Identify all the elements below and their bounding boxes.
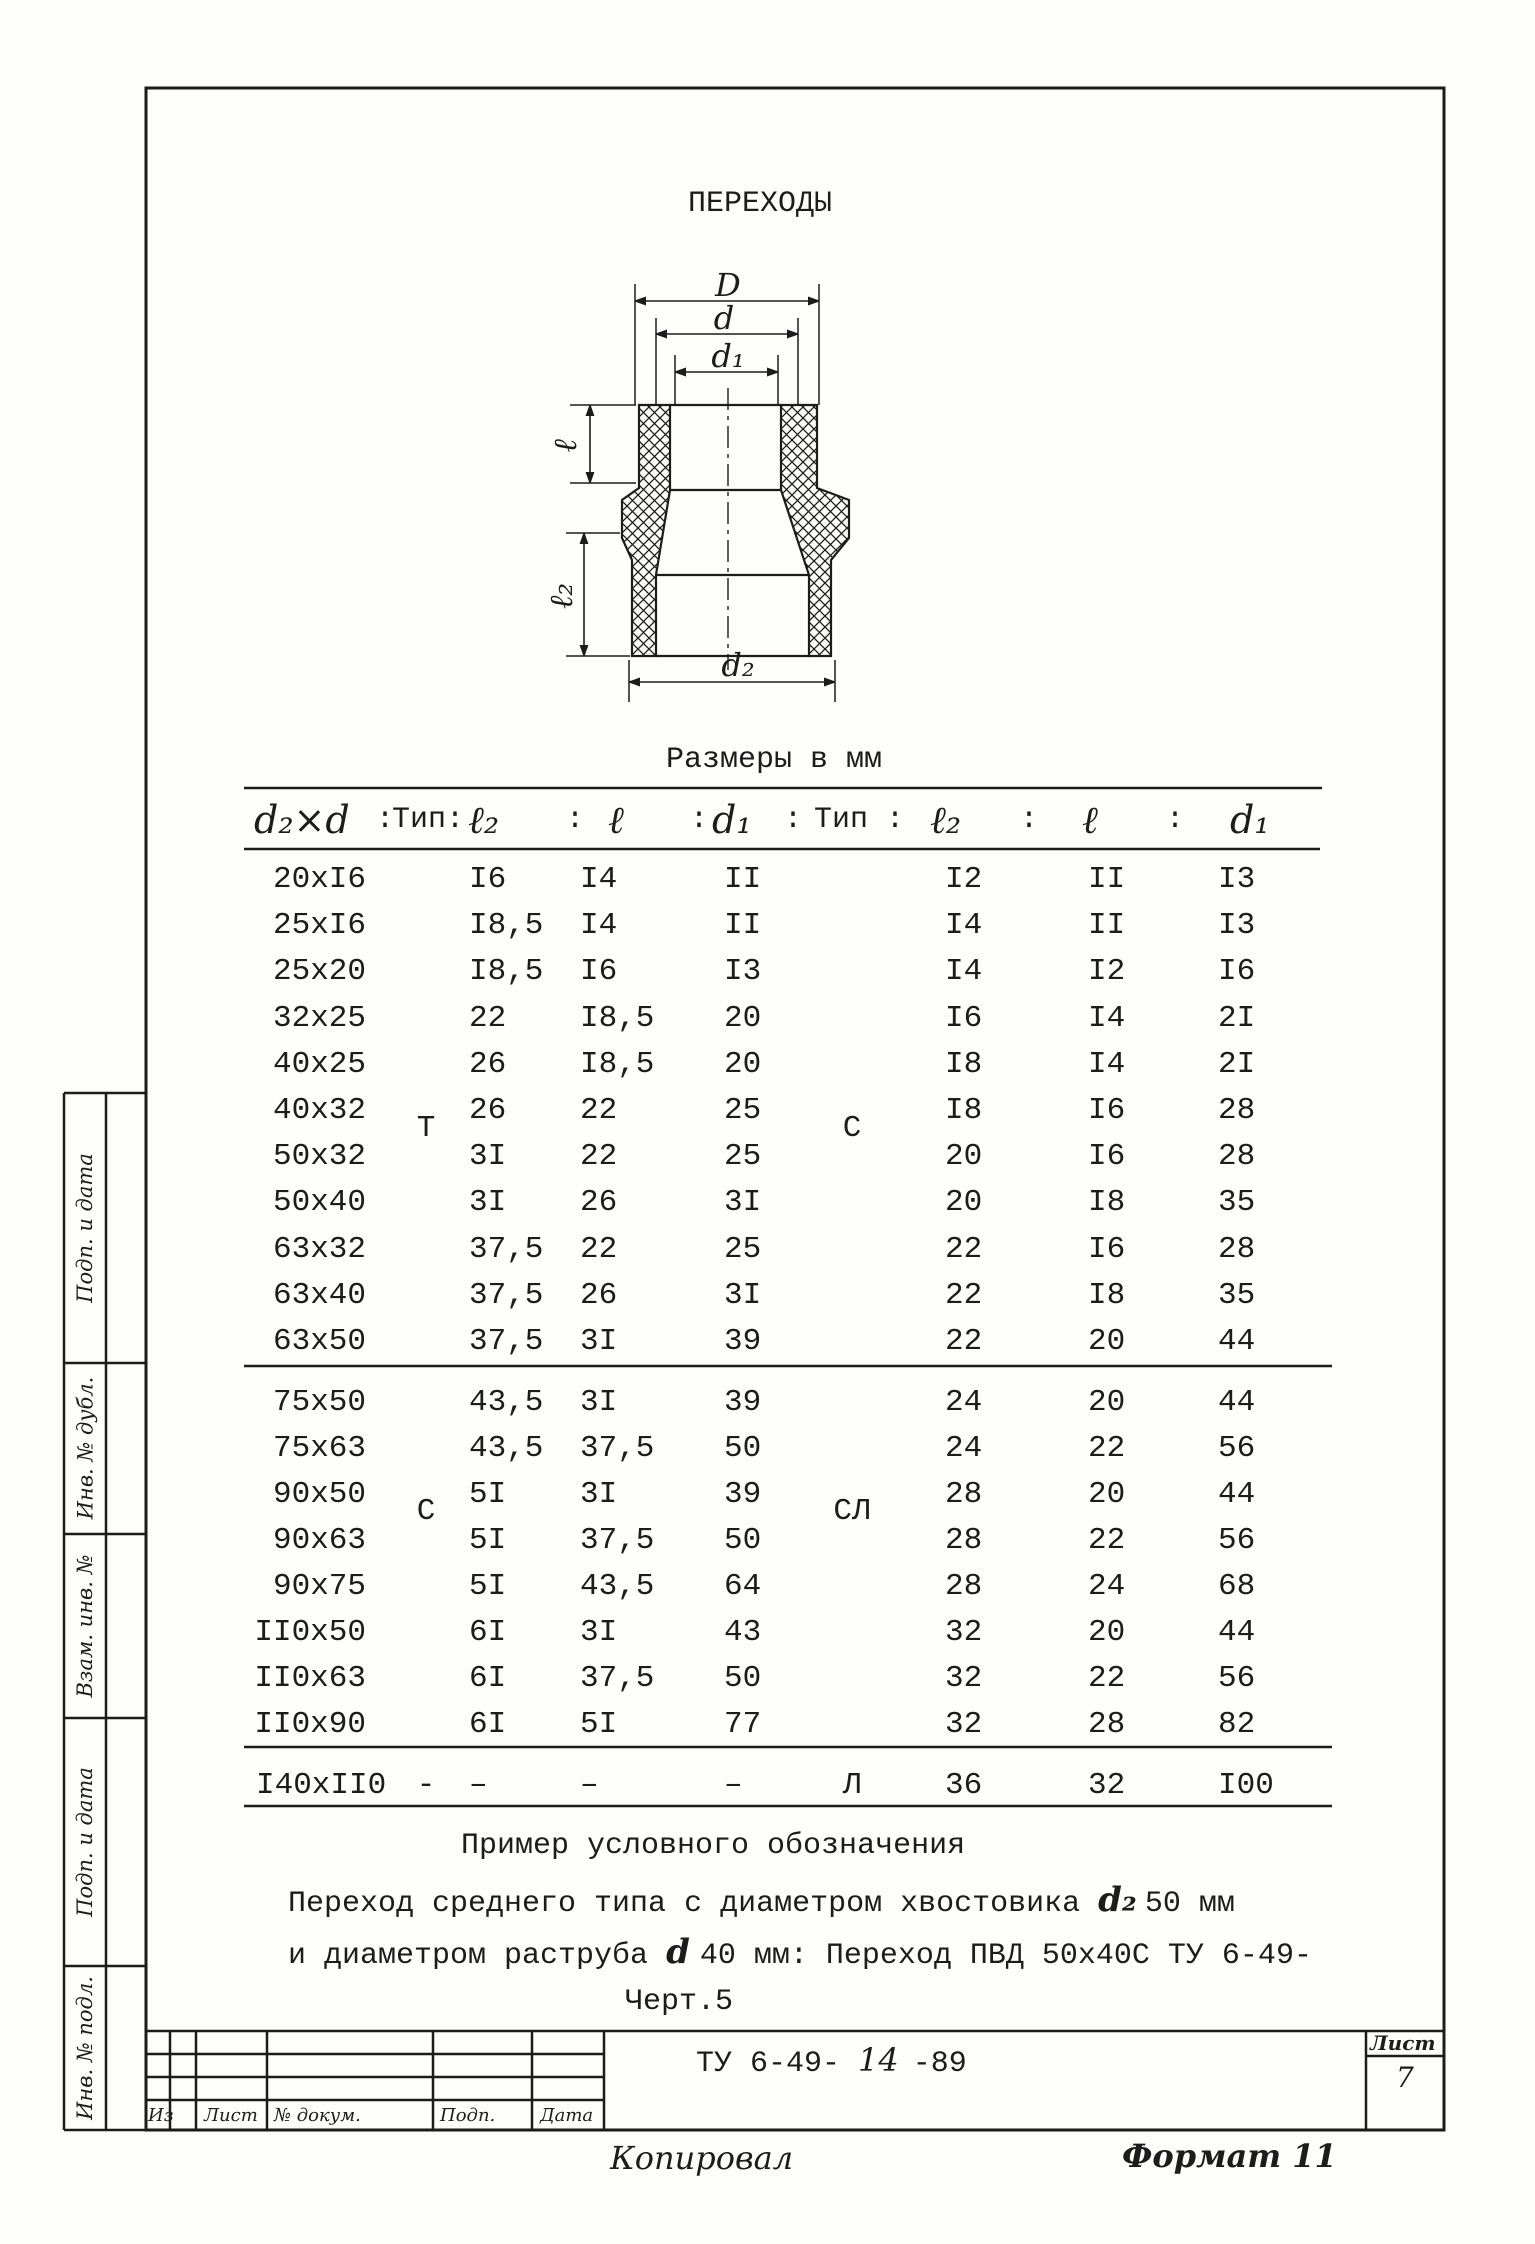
cell-l-a: – <box>580 1768 599 1803</box>
cell-size: 90x63 <box>272 1523 366 1558</box>
cell-size: 63x32 <box>272 1231 366 1267</box>
title-block-col-sheet: Лист <box>204 2105 258 2126</box>
cell-l2-b: 32 <box>945 1615 983 1650</box>
cell-l2-b: 32 <box>945 1707 983 1742</box>
cell-size: 50x40 <box>272 1185 366 1221</box>
cell-l-b: II <box>1088 908 1126 944</box>
cell-l-b: 28 <box>1088 1707 1126 1742</box>
cell-l2-a: 26 <box>469 1046 507 1082</box>
cell-l-a: 26 <box>580 1277 618 1313</box>
example-line-2 <box>288 1934 1312 1974</box>
cell-size: 63x50 <box>272 1324 366 1359</box>
cell-size: 32x25 <box>272 1000 366 1036</box>
table-row <box>240 860 1330 900</box>
dim-label-d2: d₂ <box>721 646 755 684</box>
header-separator: : <box>690 803 709 837</box>
cell-size: II0x90 <box>254 1707 366 1742</box>
cell-l2-b: I8 <box>945 1046 983 1082</box>
title-block-col-change: Из <box>148 2105 174 2126</box>
cell-d1-a: 50 <box>724 1431 762 1466</box>
cell-l-b: 22 <box>1088 1523 1126 1558</box>
cell-size: 75x50 <box>272 1385 366 1420</box>
cell-l2-b: 22 <box>945 1324 983 1359</box>
cell-d1-b: I3 <box>1218 862 1256 897</box>
cell-d1-a: 50 <box>724 1661 762 1696</box>
title-block-col-doc: № докум. <box>274 2105 361 2126</box>
cell-d1-b: 28 <box>1218 1231 1256 1267</box>
table-row <box>240 999 1330 1039</box>
dim-label-D: D <box>715 266 741 304</box>
cell-d1-a: 3I <box>724 1185 762 1221</box>
cell-l-a: I6 <box>580 954 618 990</box>
example-line-2-text: и диаметром раструба <box>288 1939 649 1973</box>
cell-l-a: 22 <box>580 1093 618 1128</box>
cell-d1-b: 82 <box>1218 1707 1256 1742</box>
cell-d1-b: 35 <box>1218 1277 1256 1313</box>
cell-l2-a: 43,5 <box>469 1385 544 1420</box>
table-row <box>240 1429 1330 1469</box>
cell-l-a: I4 <box>580 862 618 897</box>
units-note: Размеры в мм <box>665 743 883 777</box>
cell-l2-b: 28 <box>945 1477 983 1512</box>
cell-l-a: I4 <box>580 908 618 944</box>
cell-d1-b: 56 <box>1218 1661 1256 1696</box>
example-symbol-d: d <box>666 1932 690 1972</box>
cell-d1-a: 20 <box>724 1000 762 1036</box>
cell-l2-a: 37,5 <box>469 1277 544 1313</box>
group-type-b: СЛ <box>833 1494 871 1529</box>
cell-d1-a: 25 <box>724 1093 762 1128</box>
cell-l2-b: I8 <box>945 1093 983 1128</box>
cell-l2-b: 24 <box>945 1431 983 1466</box>
cell-d1-a: 77 <box>724 1707 762 1742</box>
cell-l2-a: 5I <box>469 1477 507 1512</box>
example-line-2-tail: 40 мм: Переход ПВД 50х40С ТУ 6-49- <box>699 1939 1312 1973</box>
cell-d1-b: 44 <box>1218 1324 1256 1359</box>
document-code-suffix: -89 <box>912 2047 967 2081</box>
document-code-prefix: ТУ 6-49- <box>696 2047 841 2081</box>
strip-label-original-inventory: Инв. № подл. <box>73 1976 97 2120</box>
cell-d1-a: 25 <box>724 1139 762 1175</box>
cell-d1-a: I3 <box>724 954 762 990</box>
group-type-b: Л <box>842 1768 862 1803</box>
dim-label-l2: ℓ₂ <box>542 582 580 610</box>
cell-d1-a: 3I <box>724 1277 762 1313</box>
cell-l-a: 3I <box>580 1324 618 1359</box>
header-l2-b: ℓ₂ <box>930 798 962 842</box>
cell-d1-a: II <box>724 862 762 897</box>
cell-l2-b: 24 <box>945 1385 983 1420</box>
cell-l2-a: 37,5 <box>469 1324 544 1359</box>
table-row <box>240 1276 1330 1316</box>
cell-size: 90x75 <box>272 1569 366 1604</box>
cell-l2-a: I8,5 <box>469 908 544 944</box>
reducer-wall-right <box>781 405 849 656</box>
table-row <box>240 1045 1330 1085</box>
cell-l-b: 24 <box>1088 1569 1126 1604</box>
cell-d1-a: 64 <box>724 1569 762 1604</box>
copied-by: Копировал <box>610 2139 794 2177</box>
cell-l-a: 37,5 <box>580 1661 655 1696</box>
cell-l-b: I4 <box>1088 1000 1126 1036</box>
cell-l-b: 20 <box>1088 1477 1126 1512</box>
header-separator: : <box>376 803 395 837</box>
header-type-b: Тип <box>814 803 869 837</box>
example-line-1-text: Переход среднего типа с диаметром хвостовика <box>288 1887 1081 1921</box>
cell-size: 63x40 <box>272 1277 366 1313</box>
cell-l2-a: 5I <box>469 1523 507 1558</box>
cell-d1-a: 25 <box>724 1231 762 1267</box>
group-type-a: Т <box>416 1111 436 1146</box>
cell-l2-a: 43,5 <box>469 1431 544 1466</box>
cell-l2-a: 6I <box>469 1661 507 1696</box>
cell-d1-b: 35 <box>1218 1185 1256 1221</box>
cell-d1-a: 39 <box>724 1324 762 1359</box>
cell-l2-a: 6I <box>469 1707 507 1742</box>
cell-l-a: 3I <box>580 1615 618 1650</box>
cell-d1-b: 2I <box>1218 1000 1256 1036</box>
reducer-drawing <box>566 284 849 702</box>
cell-l-b: I2 <box>1088 954 1126 990</box>
title-block-col-sign: Подп. <box>440 2105 496 2126</box>
cell-l-a: 37,5 <box>580 1431 655 1466</box>
cell-l2-b: 36 <box>945 1768 983 1803</box>
cell-l-a: 3I <box>580 1385 618 1420</box>
cell-d1-b: I00 <box>1218 1768 1274 1803</box>
cell-l2-b: I4 <box>945 908 983 944</box>
document-code <box>696 2042 967 2082</box>
cell-l-b: 20 <box>1088 1385 1126 1420</box>
example-line-1-tail: 50 мм <box>1144 1887 1235 1921</box>
cell-l-a: 43,5 <box>580 1569 655 1604</box>
cell-d1-b: 2I <box>1218 1046 1256 1082</box>
cell-l2-b: 22 <box>945 1277 983 1313</box>
cell-d1-b: 56 <box>1218 1523 1256 1558</box>
cell-d1-b: 44 <box>1218 1385 1256 1420</box>
header-separator: : <box>1020 803 1039 837</box>
cell-l2-b: I4 <box>945 954 983 990</box>
cell-d1-b: 28 <box>1218 1139 1256 1175</box>
group-type-b: С <box>842 1111 862 1146</box>
cell-d1-a: 39 <box>724 1385 762 1420</box>
cell-l-b: I8 <box>1088 1277 1126 1313</box>
cell-l-a: 26 <box>580 1185 618 1221</box>
cell-l2-b: I6 <box>945 1000 983 1036</box>
drawing-number: Черт.5 <box>625 1985 734 2019</box>
cell-l2-b: 32 <box>945 1661 983 1696</box>
example-symbol-d2: d₂ <box>1098 1880 1137 1920</box>
example-heading: Пример условного обозначения <box>461 1829 966 1863</box>
cell-l-b: I4 <box>1088 1046 1126 1082</box>
example-line-1 <box>288 1882 1235 1922</box>
cell-l2-a: 6I <box>469 1615 507 1650</box>
cell-l2-a: 3I <box>469 1185 507 1221</box>
cell-size: 90x50 <box>272 1477 366 1512</box>
group-type-a: - <box>416 1768 436 1803</box>
title-block-col-date: Дата <box>540 2105 594 2126</box>
table-row <box>240 1383 1330 1423</box>
cell-size: II0x63 <box>254 1661 366 1696</box>
cell-l2-a: – <box>469 1768 488 1803</box>
cell-l-b: I8 <box>1088 1185 1126 1221</box>
header-l2-a: ℓ₂ <box>468 798 500 842</box>
cell-l-b: 32 <box>1088 1768 1126 1803</box>
cell-l2-a: 22 <box>469 1000 507 1036</box>
cell-l2-a: I8,5 <box>469 954 544 990</box>
table-row <box>240 906 1330 946</box>
cell-size: 20xI6 <box>272 862 366 897</box>
table-row <box>240 1659 1330 1699</box>
cell-d1-b: 44 <box>1218 1477 1256 1512</box>
table-row <box>240 1567 1330 1607</box>
cell-size: 40x25 <box>272 1046 366 1082</box>
cell-l-a: 22 <box>580 1139 618 1175</box>
document-code-number: 14 <box>858 2041 899 2079</box>
cell-l-b: 22 <box>1088 1431 1126 1466</box>
cell-d1-b: I6 <box>1218 954 1256 990</box>
cell-size: 75x63 <box>272 1431 366 1466</box>
cell-l-b: 22 <box>1088 1661 1126 1696</box>
table-row <box>240 1230 1330 1270</box>
group-type-a: С <box>416 1494 436 1529</box>
cell-l-a: 5I <box>580 1707 618 1742</box>
cell-size: 50x32 <box>272 1139 366 1175</box>
header-l-a: ℓ <box>608 798 624 842</box>
sheet-label: Лист <box>1370 2031 1436 2055</box>
cell-l-a: I8,5 <box>580 1000 655 1036</box>
table-row <box>240 1613 1330 1653</box>
cell-l2-b: 28 <box>945 1569 983 1604</box>
cell-l-b: I6 <box>1088 1139 1126 1175</box>
cell-d1-a: – <box>724 1768 743 1803</box>
cell-l2-b: 28 <box>945 1523 983 1558</box>
header-type-a: Тип <box>392 803 447 837</box>
dim-label-d1: d₁ <box>711 337 745 375</box>
cell-l2-b: 20 <box>945 1139 983 1175</box>
cell-l-a: I8,5 <box>580 1046 655 1082</box>
table-row <box>240 1322 1330 1362</box>
cell-d1-a: 43 <box>724 1615 762 1650</box>
dim-label-d: d <box>713 299 735 337</box>
cell-l-a: 3I <box>580 1477 618 1512</box>
table-row <box>240 1183 1330 1223</box>
header-separator: : <box>784 803 803 837</box>
header-separator: : <box>566 803 585 837</box>
cell-l-a: 37,5 <box>580 1523 655 1558</box>
strip-label-sign-date-top: Подп. и дата <box>73 1153 97 1303</box>
cell-d1-a: 20 <box>724 1046 762 1082</box>
cell-size: 25x20 <box>272 954 366 990</box>
cell-l2-a: 26 <box>469 1093 507 1128</box>
cell-l2-a: 5I <box>469 1569 507 1604</box>
cell-l-b: I6 <box>1088 1231 1126 1267</box>
cell-l2-b: 20 <box>945 1185 983 1221</box>
cell-d1-a: II <box>724 908 762 944</box>
header-d1-b: d₁ <box>1230 798 1270 842</box>
cell-size: 40x32 <box>272 1093 366 1128</box>
cell-d1-a: 39 <box>724 1477 762 1512</box>
header-separator: : <box>446 803 465 837</box>
sheet-title: ПЕРЕХОДЫ <box>687 187 833 221</box>
table-row <box>240 1705 1330 1745</box>
cell-l-b: I6 <box>1088 1093 1126 1128</box>
cell-d1-b: I3 <box>1218 908 1256 944</box>
cell-l2-a: I6 <box>469 862 507 897</box>
cell-size: II0x50 <box>254 1615 366 1650</box>
sheet-number: 7 <box>1396 2061 1414 2094</box>
strip-label-replaced-inventory: Взам. инв. № <box>73 1554 97 1698</box>
cell-l2-b: 22 <box>945 1231 983 1267</box>
cell-size: 25xI6 <box>272 908 366 944</box>
cell-l-b: 20 <box>1088 1615 1126 1650</box>
cell-l2-a: 3I <box>469 1139 507 1175</box>
table-row <box>240 952 1330 992</box>
strip-label-dup-inventory: Инв. № дубл. <box>73 1376 98 1520</box>
sheet-format: Формат 11 <box>1122 2137 1337 2175</box>
cell-l-b: 20 <box>1088 1324 1126 1359</box>
header-d1-a: d₁ <box>712 798 752 842</box>
cell-d1-a: 50 <box>724 1523 762 1558</box>
header-l-b: ℓ <box>1082 798 1098 842</box>
header-separator: : <box>886 803 905 837</box>
cell-l-b: II <box>1088 862 1126 897</box>
cell-d1-b: 56 <box>1218 1431 1256 1466</box>
cell-l-a: 22 <box>580 1231 618 1267</box>
strip-label-sign-date-bottom: Подп. и дата <box>73 1767 97 1917</box>
cell-l2-b: I2 <box>945 862 983 897</box>
header-separator: : <box>1166 803 1185 837</box>
cell-d1-b: 44 <box>1218 1615 1256 1650</box>
dim-label-l: ℓ <box>546 439 584 453</box>
cell-d1-b: 28 <box>1218 1093 1256 1128</box>
reducer-wall-left <box>622 405 670 656</box>
cell-d1-b: 68 <box>1218 1569 1256 1604</box>
cell-size: I40xII0 <box>256 1768 387 1803</box>
header-size: d₂×d <box>254 798 350 842</box>
cell-l2-a: 37,5 <box>469 1231 544 1267</box>
